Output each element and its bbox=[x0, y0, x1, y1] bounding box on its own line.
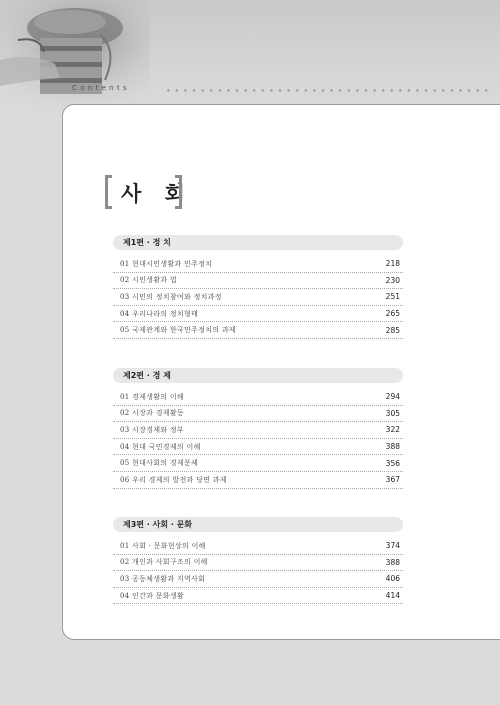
toc-entry[interactable] bbox=[113, 588, 403, 605]
toc-entry-page: 251 bbox=[385, 292, 400, 302]
toc-card bbox=[62, 104, 500, 640]
page-title: 사 회 bbox=[121, 182, 193, 206]
toc-entry-label: 02 개인과 사회구조의 이해 bbox=[120, 558, 208, 567]
toc-entry-label: 05 현대사회의 경제문제 bbox=[120, 459, 199, 468]
toc-entry-page: 414 bbox=[385, 591, 400, 601]
toc-entry-page: 406 bbox=[385, 574, 400, 584]
toc-entry-label: 04 우리나라의 정치형태 bbox=[120, 309, 199, 318]
left-bracket-icon bbox=[105, 175, 112, 209]
toc-entry-label: 02 시민생활과 법 bbox=[120, 276, 177, 285]
toc-entry-label: 03 시민의 정치참여와 정치과정 bbox=[120, 292, 222, 301]
toc-entry[interactable] bbox=[113, 273, 403, 290]
toc-entry-page: 388 bbox=[385, 442, 400, 452]
section-heading: 제2편 · 경 제 bbox=[113, 368, 403, 383]
section-heading: 제1편 · 정 치 bbox=[113, 235, 403, 250]
toc-entry[interactable] bbox=[113, 422, 403, 439]
toc-entry-label: 03 시장경제와 정부 bbox=[120, 425, 184, 434]
toc-entry[interactable] bbox=[113, 555, 403, 572]
toc-entry-page: 230 bbox=[385, 275, 400, 285]
toc-entry-page: 294 bbox=[385, 392, 400, 402]
section-heading: 제3편 · 사회 · 문화 bbox=[113, 517, 403, 532]
toc-entry-label: 03 공동체생활과 지역사회 bbox=[120, 574, 206, 583]
toc-entry-label: 01 사회 · 문화현상의 이해 bbox=[120, 541, 206, 550]
right-bracket-icon bbox=[175, 175, 182, 209]
toc-entry[interactable] bbox=[113, 306, 403, 323]
toc-entry-label: 06 우리 경제의 발전과 당면 과제 bbox=[120, 475, 227, 484]
toc-entry[interactable] bbox=[113, 256, 403, 273]
toc-entry[interactable] bbox=[113, 289, 403, 306]
toc-entry-label: 01 경제생활의 이해 bbox=[120, 392, 184, 401]
section-politics bbox=[113, 235, 403, 339]
toc-entry-page: 218 bbox=[385, 259, 400, 269]
toc-entry[interactable] bbox=[113, 455, 403, 472]
toc-entry-page: 367 bbox=[385, 475, 400, 485]
toc-entry[interactable] bbox=[113, 571, 403, 588]
toc-entry-page: 374 bbox=[385, 541, 400, 551]
toc-entry-label: 01 현대시민생활과 민주정치 bbox=[120, 259, 213, 268]
toc-entry-page: 265 bbox=[385, 309, 400, 319]
toc-entry[interactable] bbox=[113, 389, 403, 406]
toc-entry-label: 02 시장과 경제활동 bbox=[120, 409, 184, 418]
toc-entry[interactable] bbox=[113, 406, 403, 423]
toc-entry-label: 04 인간과 문화생활 bbox=[120, 591, 184, 600]
section-economy bbox=[113, 368, 403, 489]
toc-entry[interactable] bbox=[113, 322, 403, 339]
toc-entry-label: 05 국제관계와 한국민주정치의 과제 bbox=[120, 326, 236, 335]
toc-entry[interactable] bbox=[113, 439, 403, 456]
toc-entry-page: 388 bbox=[385, 557, 400, 567]
contents-bar bbox=[72, 84, 500, 96]
toc-entry-page: 322 bbox=[385, 425, 400, 435]
toc-entry-page: 305 bbox=[385, 408, 400, 418]
dotted-rule bbox=[164, 89, 494, 92]
contents-label: Contents bbox=[72, 84, 130, 92]
toc-entry-page: 285 bbox=[385, 325, 400, 335]
toc-entry[interactable] bbox=[113, 472, 403, 489]
toc-entry[interactable] bbox=[113, 538, 403, 555]
page-title-block bbox=[105, 175, 195, 209]
toc-entry-page: 356 bbox=[385, 458, 400, 468]
section-society-culture bbox=[113, 517, 403, 604]
toc-entry-label: 04 현대 국민경제의 이해 bbox=[120, 442, 201, 451]
